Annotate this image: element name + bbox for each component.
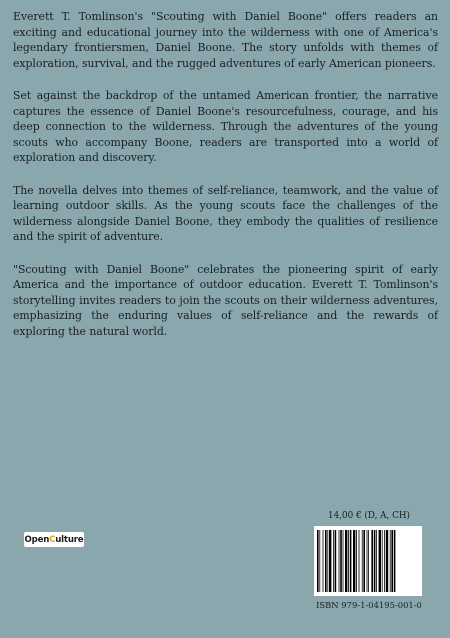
barcode-bar bbox=[323, 530, 324, 592]
publisher-logo-accent: C bbox=[49, 534, 56, 545]
barcode-bar bbox=[390, 530, 391, 592]
price-label: 14,00 € (D, A, CH) bbox=[328, 511, 410, 521]
barcode-bar bbox=[319, 530, 320, 592]
barcode-bar bbox=[329, 530, 331, 592]
barcode-bar bbox=[356, 530, 357, 592]
publisher-logo bbox=[24, 532, 84, 547]
publisher-logo-text-start: Open bbox=[24, 534, 50, 545]
barcode-bar bbox=[374, 530, 376, 592]
blurb-paragraph-4: "Scouting with Daniel Boone" celebrates the pioneering spirit of early America and the importance of outdoor education. Everett T. Tomlinson's storytelling invites readers to join the scouts on their wilderness adventures, emphasizing the enduring values of self-reliance and the rewards of exploring the natural world. bbox=[13, 262, 438, 338]
barcode-bar bbox=[353, 530, 355, 592]
barcode-bar bbox=[384, 530, 385, 592]
barcode-bar bbox=[362, 530, 363, 592]
blurb-paragraph-1: Everett T. Tomlinson's "Scouting with Daniel Boone" offers readers an exciting and educational journey into the wilderness with one of America's legendary frontiersmen, Daniel Boone. The story unfolds with themes of exploration, survival, and the rugged adventures of early American pioneers. bbox=[13, 10, 438, 70]
publisher-logo-text-end: ulture bbox=[55, 534, 84, 545]
barcode-bar bbox=[327, 530, 328, 592]
barcode-bar bbox=[343, 530, 344, 592]
barcode-bar bbox=[394, 530, 396, 592]
barcode-bar bbox=[348, 530, 349, 592]
barcode-bar bbox=[376, 530, 377, 592]
barcode-bar bbox=[386, 530, 388, 592]
barcode-bar bbox=[363, 530, 365, 592]
barcode-bar bbox=[345, 530, 347, 592]
barcode-bar bbox=[333, 530, 334, 592]
barcode-bar bbox=[382, 530, 383, 592]
blurb-paragraph-3: The novella delves into themes of self-reliance, teamwork, and the value of learning outdoor skills. As the young scouts face the challenges of the wilderness alongside Daniel Boone, they embody the qualities of resilience and the spirit of adventure. bbox=[13, 183, 438, 243]
barcode bbox=[314, 526, 422, 596]
barcode-bar bbox=[371, 530, 373, 592]
barcode-bar bbox=[359, 530, 360, 592]
barcode-bar bbox=[340, 530, 342, 592]
blurb-text bbox=[13, 9, 438, 356]
barcode-bar bbox=[391, 530, 393, 592]
barcode-bar bbox=[339, 530, 340, 592]
barcode-graphic bbox=[317, 530, 419, 592]
blurb-paragraph-2: Set against the backdrop of the untamed American frontier, the narrative captures the essence of Daniel Boone's resourcefulness, courage, and his deep connection to the wilderness. Through the adventures of the young scouts who accompany Boone, readers are transported into a world of exploration and discovery. bbox=[13, 89, 438, 164]
barcode-bar bbox=[367, 530, 368, 592]
barcode-bar bbox=[379, 530, 381, 592]
barcode-bar bbox=[350, 530, 352, 592]
isbn-label: ISBN 979-1-04195-001-0 bbox=[316, 600, 422, 610]
barcode-bar bbox=[335, 530, 337, 592]
barcode-bar bbox=[368, 530, 369, 592]
barcode-bar bbox=[317, 530, 319, 592]
barcode-bar bbox=[325, 530, 327, 592]
